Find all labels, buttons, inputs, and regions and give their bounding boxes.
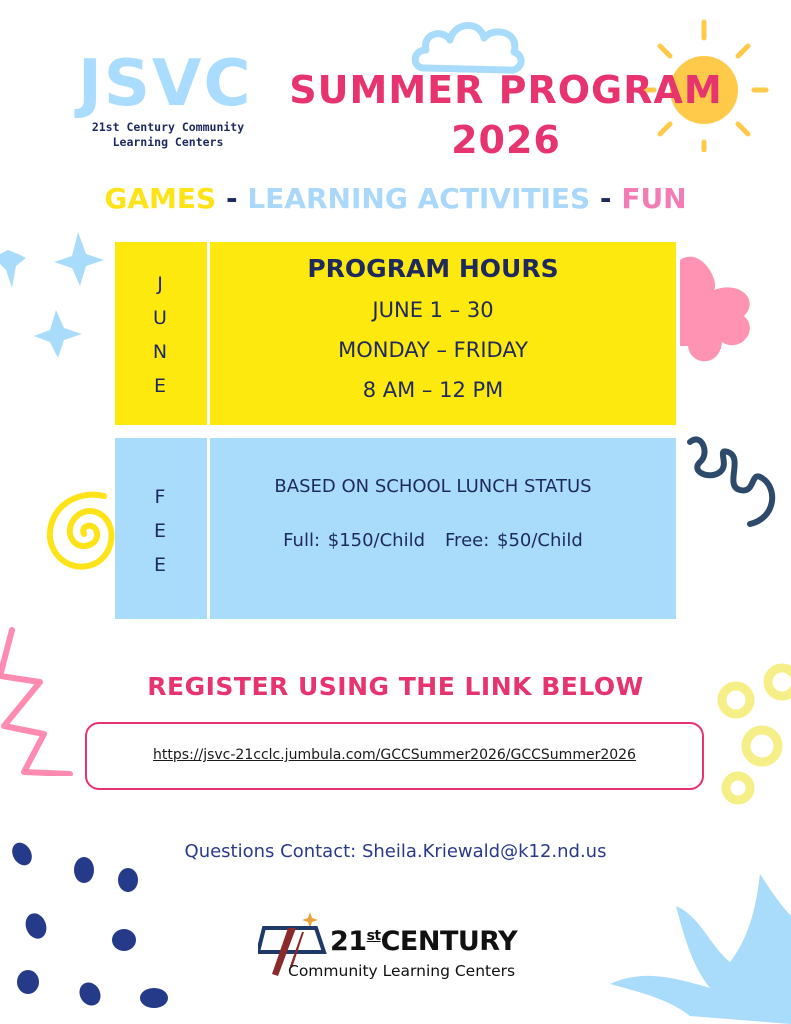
flower-decoration	[670, 250, 760, 370]
cclc-superscript: st	[366, 928, 381, 944]
tagline-separator: -	[590, 182, 622, 215]
program-time: 8 AM – 12 PM	[362, 378, 504, 402]
cclc-logo-subtitle: Community Learning Centers	[288, 962, 516, 980]
sparkle-decoration	[0, 228, 110, 368]
leaf-flower-decoration	[580, 866, 791, 1024]
june-letter: J	[157, 273, 165, 295]
fee-full: Full: $150/Child	[283, 530, 426, 551]
cclc-number: 21	[330, 926, 367, 957]
program-dates: JUNE 1 – 30	[372, 298, 494, 322]
program-hours-title: PROGRAM HOURS	[307, 254, 559, 283]
tagline-learning: LEARNING ACTIVITIES	[247, 182, 591, 215]
program-days: MONDAY – FRIDAY	[338, 338, 528, 362]
fee-panel	[210, 438, 676, 619]
fee-letter: F	[154, 486, 168, 508]
fee-amounts	[210, 530, 656, 551]
june-letter: N	[152, 341, 170, 363]
fee-free: Free: $50/Child	[445, 530, 583, 551]
fee-letter: E	[153, 554, 168, 576]
page-title-year: 2026	[451, 118, 561, 162]
contact-info: Questions Contact: Sheila.Kriewald@k12.nd.us	[184, 841, 607, 862]
tagline	[0, 182, 791, 215]
page-title: SUMMER PROGRAM	[289, 68, 723, 112]
cclc-century: CENTURY	[380, 926, 518, 957]
dots-decoration	[0, 836, 180, 1024]
squiggle-decoration	[680, 428, 785, 533]
tagline-fun: FUN	[621, 182, 687, 215]
zigzag-decoration	[0, 626, 80, 776]
june-letter: E	[153, 375, 168, 397]
jsvc-subtitle-line1: 21st Century Community	[91, 120, 245, 134]
cclc-logo-name	[330, 926, 517, 957]
register-heading: REGISTER USING THE LINK BELOW	[147, 672, 644, 701]
june-vertical-label	[115, 267, 207, 403]
tagline-games: GAMES	[104, 182, 217, 215]
tagline-separator: -	[216, 182, 248, 215]
june-letter: U	[153, 307, 169, 329]
jsvc-subtitle-line2: Learning Centers	[112, 135, 224, 149]
jsvc-subtitle	[70, 120, 266, 150]
fee-basis: BASED ON SCHOOL LUNCH STATUS	[274, 476, 592, 497]
fee-letter: E	[153, 520, 168, 542]
registration-link[interactable]: https://jsvc-21cclc.jumbula.com/GCCSummer2026/GCCSummer2026	[153, 747, 636, 763]
fee-vertical-label	[115, 480, 207, 582]
jsvc-logo: JSVC	[78, 47, 253, 121]
